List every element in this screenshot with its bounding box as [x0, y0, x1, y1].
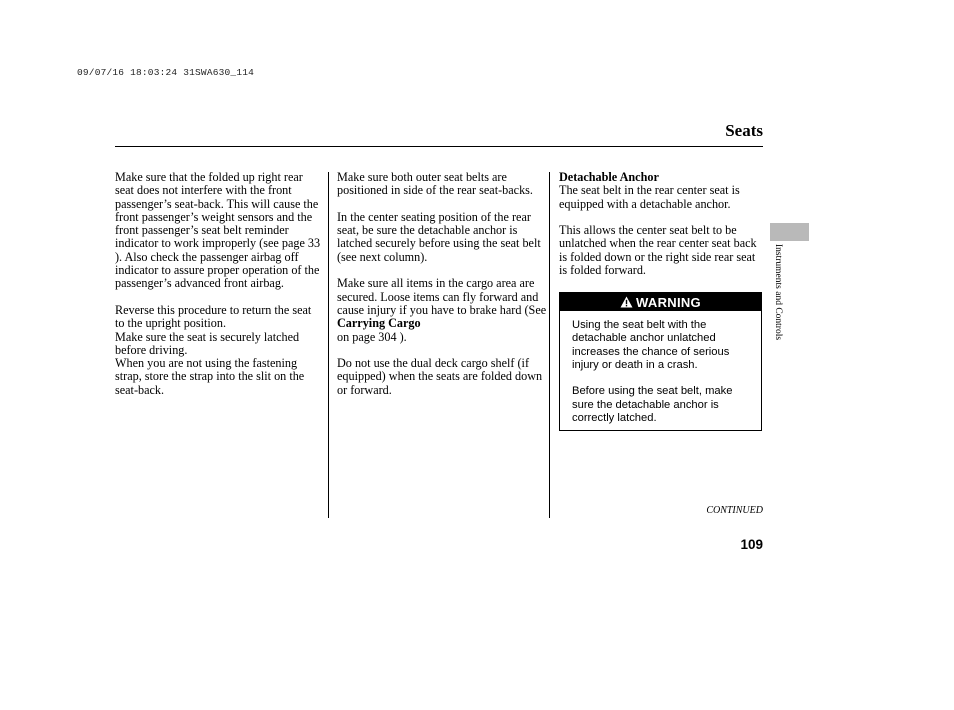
col2-paragraph-3-text: Make sure all items in the cargo area are secured. Loose items can fly forward and cause injury if you have to brake hard (See	[337, 276, 547, 317]
section-tab-label: Instruments and Controls	[773, 244, 783, 341]
column-2	[337, 171, 547, 410]
col1-paragraph-1: Make sure that the folded up right rear seat does not interfere with the front passenger’s seat-back. This will cause the front passenger’s weight sensors and the front passenger’s seat belt reminder indicator to work improperly (see page 33 ). Also check the passenger airbag off indicator to assure proper operation of the passenger’s advanced front airbag.	[115, 170, 321, 291]
page-title: Seats	[725, 121, 763, 140]
detachable-anchor-heading-text: Detachable Anchor	[559, 170, 659, 184]
warning-body	[560, 311, 761, 425]
col2-paragraph-1: Make sure both outer seat belts are positioned in side of the rear seat-backs.	[337, 170, 533, 198]
warning-label: WARNING	[636, 294, 701, 310]
col2-paragraph-4: Do not use the dual deck cargo shelf (if equipped) when the seats are folded down or forward.	[337, 356, 543, 397]
carrying-cargo-reference: Carrying Cargo	[337, 316, 421, 331]
print-stamp: 09/07/16 18:03:24 31SWA630_114	[77, 67, 255, 78]
col1-paragraph-2: Reverse this procedure to return the seat to the upright position.	[115, 302, 312, 331]
warning-paragraph-1: Using the seat belt with the detachable anchor unlatched increases the chance of serious injury or death in a crash.	[572, 319, 730, 371]
detachable-anchor-heading	[559, 171, 765, 184]
warning-triangle-icon	[620, 296, 633, 308]
col2-paragraph-2: In the center seating position of the rear seat, be sure the detachable anchor is latched securely before using the seat belt (see next column).	[337, 209, 541, 264]
column-1	[115, 171, 323, 410]
col1-paragraph-3: Make sure the seat is securely latched before driving.	[115, 329, 300, 357]
col2-paragraph-3-page-ref: on page 304 ).	[337, 329, 407, 344]
column-divider-2	[549, 172, 550, 518]
warning-paragraph-2: Before using the seat belt, make sure the detachable anchor is correctly latched.	[572, 385, 733, 425]
page-number: 109	[740, 537, 763, 552]
col2-paragraph-3	[337, 277, 547, 343]
continued-label: CONTINUED	[706, 505, 763, 516]
column-divider-1	[328, 172, 329, 518]
col1-paragraph-4: When you are not using the fastening strap, store the strap into the slit on the seat-back.	[115, 356, 305, 397]
col3-paragraph-1: The seat belt in the rear center seat is equipped with a detachable anchor.	[559, 183, 740, 211]
header-rule	[115, 146, 763, 147]
warning-header	[560, 293, 761, 311]
col3-paragraph-2: This allows the center seat belt to be unlatched when the rear center seat back is folded down or the right side rear seat is folded forward.	[559, 223, 757, 278]
section-tab-marker	[770, 223, 809, 241]
column-3	[559, 171, 765, 291]
warning-box	[559, 292, 762, 431]
